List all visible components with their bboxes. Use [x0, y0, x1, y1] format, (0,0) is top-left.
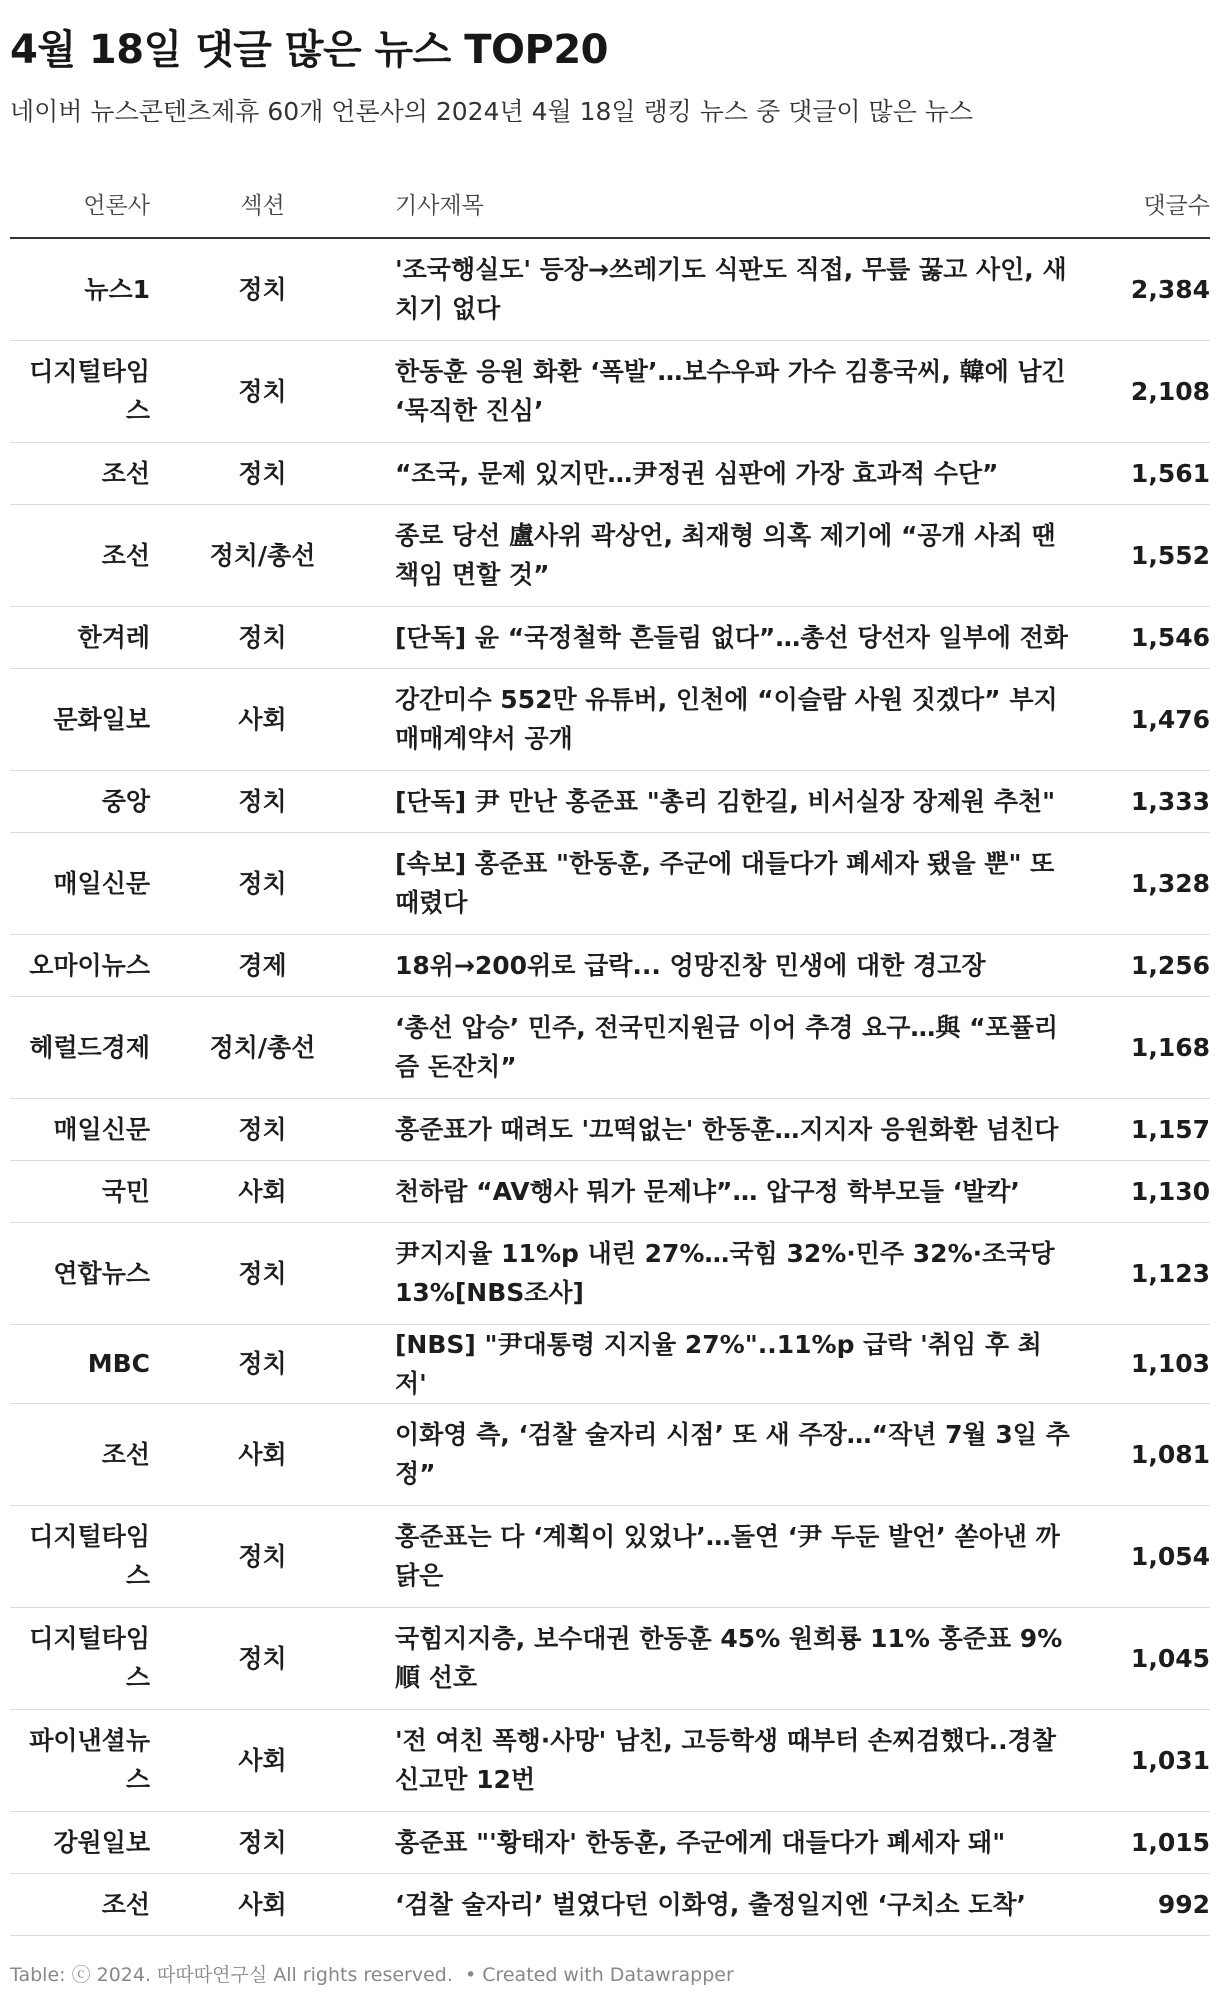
table-row	[10, 238, 1210, 340]
cell-section: 정치	[150, 442, 375, 504]
cell-press: 매일신문	[10, 832, 150, 934]
table-row	[10, 1324, 1210, 1403]
cell-press: 조선	[10, 442, 150, 504]
table-row	[10, 442, 1210, 504]
news-table	[10, 170, 1210, 1936]
cell-press: 뉴스1	[10, 238, 150, 340]
cell-press: 한겨레	[10, 606, 150, 668]
page-title: 4월 18일 댓글 많은 뉴스 TOP20	[10, 27, 609, 73]
cell-comment-count: 992	[1085, 1873, 1210, 1935]
cell-section: 정치	[150, 1505, 375, 1607]
cell-article-title[interactable]: “조국, 문제 있지만…尹정권 심판에 가장 효과적 수단”	[375, 442, 1085, 504]
cell-section: 정치	[150, 770, 375, 832]
cell-comment-count: 1,168	[1085, 996, 1210, 1098]
cell-press: 파이낸셜뉴스	[10, 1709, 150, 1811]
table-row	[10, 504, 1210, 606]
cell-comment-count: 1,256	[1085, 934, 1210, 996]
cell-comment-count: 1,081	[1085, 1403, 1210, 1505]
cell-press: 문화일보	[10, 668, 150, 770]
cell-comment-count: 1,031	[1085, 1709, 1210, 1811]
table-row	[10, 606, 1210, 668]
cell-comment-count: 1,130	[1085, 1160, 1210, 1222]
cell-comment-count: 1,328	[1085, 832, 1210, 934]
cell-press: 오마이뉴스	[10, 934, 150, 996]
cell-press: 국민	[10, 1160, 150, 1222]
table-body	[10, 238, 1210, 1935]
cell-article-title[interactable]: [속보] 홍준표 "한동훈, 주군에 대들다가 폐세자 됐을 뿐" 또 때렸다	[375, 832, 1085, 934]
table-row	[10, 832, 1210, 934]
table-row	[10, 1607, 1210, 1709]
page-subtitle: 네이버 뉴스콘텐츠제휴 60개 언론사의 2024년 4월 18일 랭킹 뉴스 중 댓글이 많은 뉴스	[10, 97, 974, 126]
table-row	[10, 996, 1210, 1098]
cell-section: 사회	[150, 1160, 375, 1222]
cell-comment-count: 1,015	[1085, 1811, 1210, 1873]
footer	[10, 1960, 740, 1987]
cell-article-title[interactable]: 尹지지율 11%p 내린 27%…국힘 32%·민주 32%·조국당 13%[NBS조사]	[375, 1222, 1085, 1324]
cell-section: 정치	[150, 340, 375, 442]
cell-press: 강원일보	[10, 1811, 150, 1873]
table-row	[10, 1505, 1210, 1607]
cell-section: 정치/총선	[150, 996, 375, 1098]
table-row	[10, 1098, 1210, 1160]
cell-section: 정치	[150, 1222, 375, 1324]
cell-article-title[interactable]: 이화영 측, ‘검찰 술자리 시점’ 또 새 주장…“작년 7월 3일 추정”	[375, 1403, 1085, 1505]
cell-article-title[interactable]: ‘검찰 술자리’ 벌였다던 이화영, 출정일지엔 ‘구치소 도착’	[375, 1873, 1085, 1935]
cell-section: 정치	[150, 1607, 375, 1709]
cell-section: 정치	[150, 832, 375, 934]
table-row	[10, 668, 1210, 770]
cell-section: 정치	[150, 1098, 375, 1160]
cell-section: 정치	[150, 1324, 375, 1403]
table-row	[10, 1873, 1210, 1935]
cell-comment-count: 1,333	[1085, 770, 1210, 832]
cell-comment-count: 1,045	[1085, 1607, 1210, 1709]
cell-press: 디지털타임스	[10, 340, 150, 442]
cell-article-title[interactable]: [단독] 尹 만난 홍준표 "총리 김한길, 비서실장 장제원 추천"	[375, 770, 1085, 832]
cell-press: 디지털타임스	[10, 1607, 150, 1709]
cell-comment-count: 1,103	[1085, 1324, 1210, 1403]
cell-section: 정치/총선	[150, 504, 375, 606]
cell-section: 정치	[150, 1811, 375, 1873]
cell-comment-count: 2,108	[1085, 340, 1210, 442]
cell-section: 사회	[150, 668, 375, 770]
cell-section: 사회	[150, 1873, 375, 1935]
table-row	[10, 340, 1210, 442]
footer-source: Table: ⓒ 2024. 따따따연구실 All rights reserved.	[10, 1964, 453, 1986]
cell-article-title[interactable]: 한동훈 응원 화환 ‘폭발’…보수우파 가수 김흥국씨, 韓에 남긴 ‘묵직한 진심’	[375, 340, 1085, 442]
table-row	[10, 1222, 1210, 1324]
cell-comment-count: 2,384	[1085, 238, 1210, 340]
cell-article-title[interactable]: [NBS] "尹대통령 지지율 27%"..11%p 급락 '취임 후 최저'	[375, 1324, 1085, 1403]
table-row	[10, 1160, 1210, 1222]
table-header-row	[10, 170, 1210, 238]
cell-section: 사회	[150, 1709, 375, 1811]
cell-article-title[interactable]: 강간미수 552만 유튜버, 인천에 “이슬람 사원 짓겠다” 부지 매매계약서 공개	[375, 668, 1085, 770]
cell-article-title[interactable]: '조국행실도' 등장→쓰레기도 식판도 직접, 무릎 꿇고 사인, 새치기 없다	[375, 238, 1085, 340]
cell-article-title[interactable]: [단독] 윤 “국정철학 흔들림 없다”…총선 당선자 일부에 전화	[375, 606, 1085, 668]
column-header-press[interactable]: 언론사	[10, 170, 150, 238]
cell-comment-count: 1,552	[1085, 504, 1210, 606]
cell-comment-count: 1,123	[1085, 1222, 1210, 1324]
cell-press: 조선	[10, 1403, 150, 1505]
cell-section: 정치	[150, 606, 375, 668]
cell-article-title[interactable]: '전 여친 폭행·사망' 남친, 고등학생 때부터 손찌검했다..경찰 신고만 12번	[375, 1709, 1085, 1811]
table-row	[10, 934, 1210, 996]
table-row	[10, 1709, 1210, 1811]
cell-comment-count: 1,561	[1085, 442, 1210, 504]
column-header-comments[interactable]: 댓글수	[1085, 170, 1210, 238]
cell-press: 매일신문	[10, 1098, 150, 1160]
cell-press: 조선	[10, 504, 150, 606]
cell-press: 헤럴드경제	[10, 996, 150, 1098]
cell-press: 디지털타임스	[10, 1505, 150, 1607]
cell-comment-count: 1,054	[1085, 1505, 1210, 1607]
cell-article-title[interactable]: 홍준표는 다 ‘계획이 있었나’…돌연 ‘尹 두둔 발언’ 쏟아낸 까닭은	[375, 1505, 1085, 1607]
table-row	[10, 1811, 1210, 1873]
cell-article-title[interactable]: 홍준표 "'황태자' 한동훈, 주군에게 대들다가 폐세자 돼"	[375, 1811, 1085, 1873]
footer-credit: • Created with Datawrapper	[464, 1964, 734, 1986]
cell-press: 연합뉴스	[10, 1222, 150, 1324]
table-row	[10, 1403, 1210, 1505]
cell-press: 중앙	[10, 770, 150, 832]
column-header-section[interactable]: 섹션	[150, 170, 375, 238]
cell-comment-count: 1,546	[1085, 606, 1210, 668]
column-header-title[interactable]: 기사제목	[375, 170, 1085, 238]
table-row	[10, 770, 1210, 832]
cell-section: 경제	[150, 934, 375, 996]
cell-comment-count: 1,157	[1085, 1098, 1210, 1160]
cell-article-title[interactable]: 천하람 “AV행사 뭐가 문제냐”… 압구정 학부모들 ‘발칵’	[375, 1160, 1085, 1222]
cell-comment-count: 1,476	[1085, 668, 1210, 770]
cell-article-title[interactable]: 종로 당선 盧사위 곽상언, 최재형 의혹 제기에 “공개 사죄 땐 책임 면할 것”	[375, 504, 1085, 606]
cell-article-title[interactable]: ‘총선 압승’ 민주, 전국민지원금 이어 추경 요구…與 “포퓰리즘 돈잔치”	[375, 996, 1085, 1098]
cell-section: 정치	[150, 238, 375, 340]
cell-article-title[interactable]: 홍준표가 때려도 '끄떡없는' 한동훈…지지자 응원화환 넘친다	[375, 1098, 1085, 1160]
cell-article-title[interactable]: 국힘지지층, 보수대권 한동훈 45% 원희룡 11% 홍준표 9% 順 선호	[375, 1607, 1085, 1709]
cell-press: 조선	[10, 1873, 150, 1935]
cell-press: MBC	[10, 1324, 150, 1403]
cell-section: 사회	[150, 1403, 375, 1505]
cell-article-title[interactable]: 18위→200위로 급락... 엉망진창 민생에 대한 경고장	[375, 934, 1085, 996]
